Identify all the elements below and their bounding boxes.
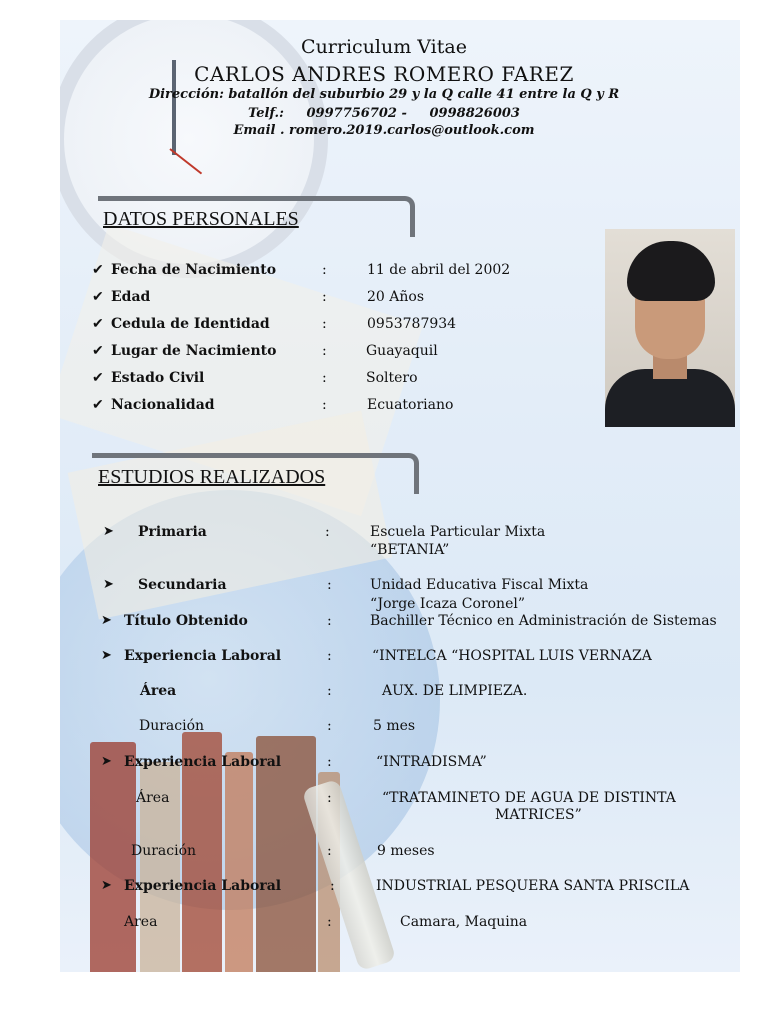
arrow-icon: ➤	[103, 524, 114, 539]
colon: :	[322, 262, 327, 278]
value-age: 20 Años	[367, 289, 425, 305]
colon: :	[327, 843, 332, 859]
cv-title: Curriculum Vitae	[301, 36, 467, 58]
book-decoration	[225, 752, 253, 972]
value-birthdate: 11 de abril del 2002	[367, 262, 511, 278]
colon: :	[322, 397, 327, 413]
colon: :	[327, 914, 332, 930]
label-age: Edad	[111, 289, 151, 305]
label-experiencia-2: Experiencia Laboral	[124, 754, 282, 770]
book-decoration	[256, 736, 316, 972]
value-area-2-cont: MATRICES”	[495, 807, 582, 823]
colon: :	[322, 370, 327, 386]
colon: :	[330, 878, 335, 894]
value-duracion-1: 5 mes	[373, 718, 416, 734]
colon: :	[327, 683, 332, 699]
arrow-icon: ➤	[101, 613, 112, 628]
value-duracion-2: 9 meses	[377, 843, 435, 859]
arrow-icon: ➤	[101, 878, 112, 893]
value-area-2: “TRATAMINETO DE AGUA DE DISTINTA	[382, 790, 676, 806]
phone: Telf.: 0997756702 - 0998826003	[248, 106, 520, 121]
label-birthplace: Lugar de Nacimiento	[111, 343, 277, 359]
colon: :	[327, 577, 332, 593]
value-experiencia-3: INDUSTRIAL PESQUERA SANTA PRISCILA	[376, 878, 690, 894]
label-titulo: Título Obtenido	[124, 613, 248, 629]
colon: :	[327, 718, 332, 734]
value-id: 0953787934	[367, 316, 457, 332]
value-primaria-name: “BETANIA”	[370, 542, 450, 558]
label-primaria: Primaria	[138, 524, 207, 540]
colon: :	[327, 754, 332, 770]
label-duracion-2: Duración	[131, 843, 197, 859]
book-decoration	[90, 742, 136, 972]
label-secundaria: Secundaria	[138, 577, 227, 593]
colon: :	[327, 648, 332, 664]
colon: :	[327, 613, 332, 629]
value-birthplace: Guayaquil	[366, 343, 438, 359]
section-title-studies: ESTUDIOS REALIZADOS	[98, 466, 326, 488]
value-experiencia-1: “INTELCA “HOSPITAL LUIS VERNAZA	[372, 648, 652, 664]
colon: :	[327, 790, 332, 806]
colon: :	[322, 289, 327, 305]
value-titulo: Bachiller Técnico en Administración de Sistemas	[370, 613, 717, 629]
clock-decoration	[60, 20, 328, 278]
check-icon: ✔	[92, 289, 104, 305]
person-name: CARLOS ANDRES ROMERO FAREZ	[194, 62, 574, 86]
label-area-2: Área	[136, 790, 170, 806]
label-nationality: Nacionalidad	[111, 397, 215, 413]
label-id: Cedula de Identidad	[111, 316, 270, 332]
value-nationality: Ecuatoriano	[367, 397, 454, 413]
label-experiencia-1: Experiencia Laboral	[124, 648, 282, 664]
label-area-1: Área	[140, 683, 177, 699]
label-area-3: Area	[124, 914, 158, 930]
arrow-icon: ➤	[101, 754, 112, 769]
cv-background	[60, 20, 740, 972]
label-experiencia-3: Experiencia Laboral	[124, 878, 282, 894]
value-area-1: AUX. DE LIMPIEZA.	[382, 683, 528, 699]
value-primaria: Escuela Particular Mixta	[370, 524, 546, 540]
check-icon: ✔	[92, 397, 104, 413]
value-experiencia-2: “INTRADISMA”	[376, 754, 487, 770]
profile-photo	[605, 229, 735, 427]
section-title-personal: DATOS PERSONALES	[103, 208, 299, 230]
arrow-icon: ➤	[101, 648, 112, 663]
check-icon: ✔	[92, 316, 104, 332]
value-secundaria: Unidad Educativa Fiscal Mixta	[370, 577, 589, 593]
colon: :	[325, 524, 330, 540]
email: Email . romero.2019.carlos@outlook.com	[233, 123, 535, 138]
value-civil-status: Soltero	[366, 370, 418, 386]
colon: :	[322, 316, 327, 332]
label-duracion-1: Duración	[139, 718, 205, 734]
arrow-icon: ➤	[103, 577, 114, 592]
check-icon: ✔	[92, 343, 104, 359]
value-area-3: Camara, Maquina	[400, 914, 528, 930]
label-civil-status: Estado Civil	[111, 370, 205, 386]
colon: :	[322, 343, 327, 359]
check-icon: ✔	[92, 370, 104, 386]
check-icon: ✔	[92, 262, 104, 278]
label-birthdate: Fecha de Nacimiento	[111, 262, 277, 278]
address: Dirección: batallón del suburbio 29 y la Q calle 41 entre la Q y R	[148, 87, 620, 102]
value-secundaria-name: “Jorge Icaza Coronel”	[370, 596, 525, 612]
